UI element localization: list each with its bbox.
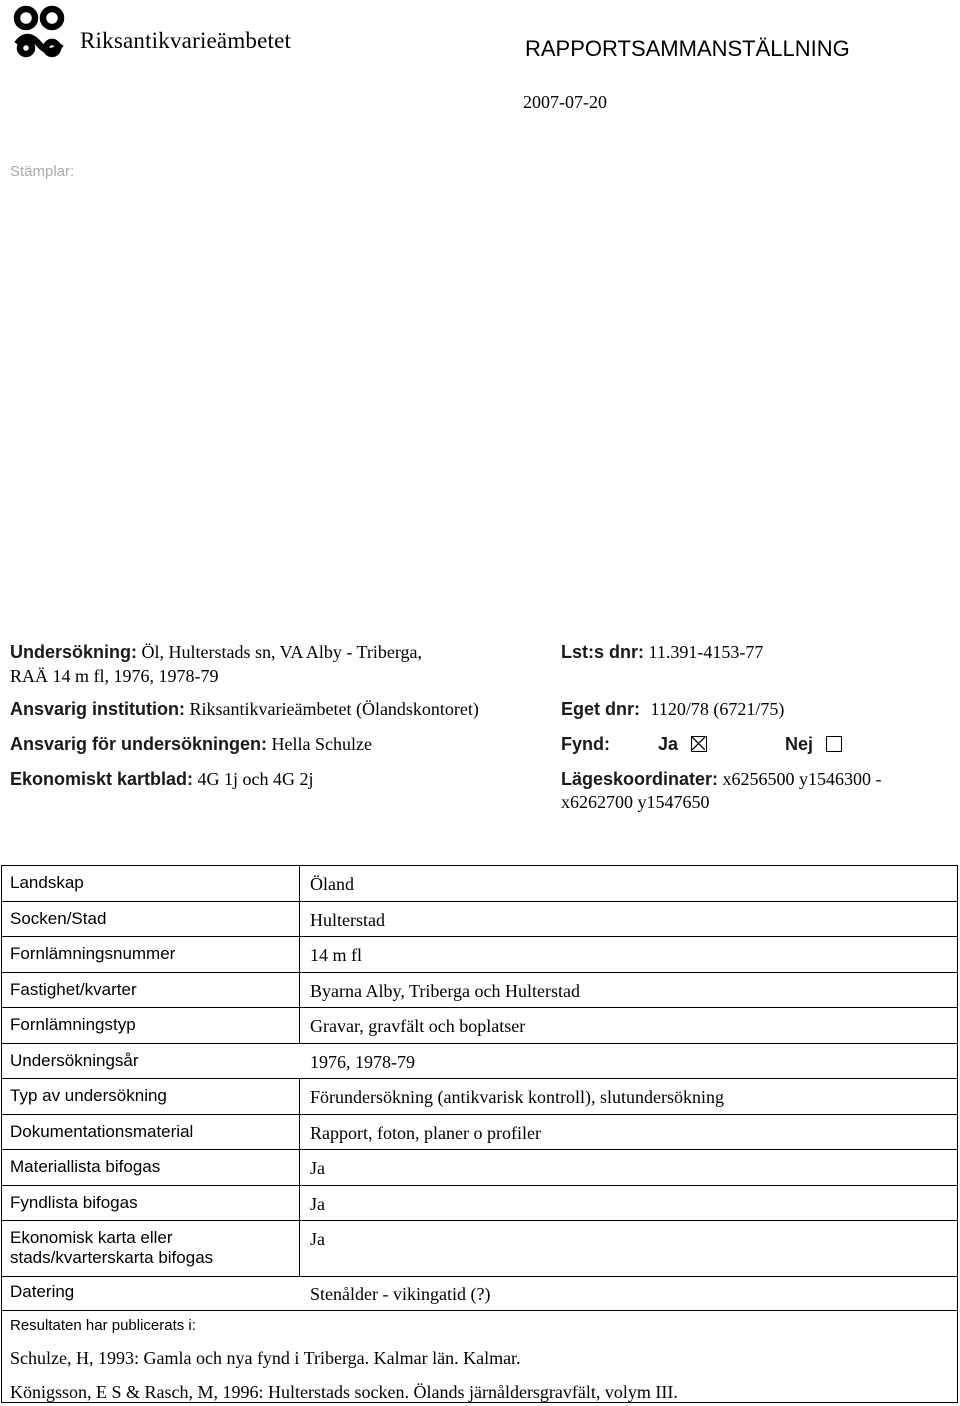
table-row	[2, 973, 957, 1008]
table-row	[2, 902, 957, 937]
koordinater-value: x6256500 y1546300 -	[722, 769, 882, 789]
undersokning-line	[10, 642, 422, 663]
fynd-nej-label: Nej	[785, 734, 814, 754]
table-row	[2, 866, 957, 902]
table-row	[2, 1186, 957, 1221]
eget-dnr-label: Eget dnr:	[561, 699, 640, 719]
row-label: Undersökningsår	[10, 1051, 139, 1070]
table-row	[2, 1150, 957, 1186]
fynd-nej-checkbox[interactable]	[826, 736, 842, 752]
ansvarig-value: Hella Schulze	[271, 734, 372, 754]
row-value: Byarna Alby, Triberga och Hulterstad	[310, 981, 580, 1001]
row-value: Öland	[310, 874, 354, 894]
institution-line	[10, 699, 479, 720]
kartblad-label: Ekonomiskt kartblad:	[10, 769, 194, 789]
fynd-ja-checkbox[interactable]	[691, 736, 707, 752]
kartblad-value: 4G 1j och 4G 2j	[197, 769, 314, 789]
row-label: Fyndlista bifogas	[10, 1193, 138, 1212]
logo-wordmark: Riksantikvarieämbetet	[80, 28, 292, 53]
row-label: Materiallista bifogas	[10, 1157, 161, 1176]
koordinater-line	[561, 769, 882, 790]
row-label: Socken/Stad	[10, 909, 107, 928]
undersokning-label: Undersökning:	[10, 642, 138, 662]
lst-dnr-label: Lst:s dnr:	[561, 642, 644, 662]
institution-value: Riksantikvarieämbetet (Ölandskontoret)	[189, 699, 479, 719]
lst-dnr-line	[561, 642, 763, 663]
table-row	[2, 937, 957, 973]
lst-dnr-value: 11.391-4153-77	[648, 642, 764, 662]
koordinater-value-cont: x6262700 y1547650	[561, 792, 710, 812]
undersokning-value: Öl, Hulterstads sn, VA Alby - Triberga,	[141, 642, 423, 662]
fynd-nej-option	[785, 734, 842, 755]
report-date: 2007-07-20	[523, 92, 607, 112]
row-value: Ja	[310, 1194, 325, 1214]
fynd-label: Fynd:	[561, 734, 610, 754]
row-label: Landskap	[10, 873, 84, 892]
row-label: Fastighet/kvarter	[10, 980, 137, 999]
row-value: Stenålder - vikingatid (?)	[310, 1284, 491, 1304]
stamps-label: Stämplar:	[10, 163, 75, 180]
undersokning-value-cont: RAÄ 14 m fl, 1976, 1978-79	[10, 666, 219, 686]
publications-row	[2, 1311, 957, 1401]
publication-item: Schulze, H, 1993: Gamla och nya fynd i Triberga. Kalmar län. Kalmar.	[10, 1348, 521, 1368]
row-label: Fornlämningstyp	[10, 1015, 136, 1034]
report-title: RAPPORTSAMMANSTÄLLNING	[525, 36, 850, 61]
row-label: Fornlämningsnummer	[10, 944, 176, 963]
row-value: Gravar, gravfält och boplatser	[310, 1016, 526, 1036]
table-row	[2, 1277, 957, 1311]
table-row	[2, 1115, 957, 1150]
ansvarig-label: Ansvarig för undersökningen:	[10, 734, 268, 754]
row-label: Datering	[10, 1282, 75, 1301]
koordinater-label: Lägeskoordinater:	[561, 769, 719, 789]
fynd-ja-label: Ja	[658, 734, 679, 754]
table-row	[2, 1079, 957, 1115]
ansvarig-line	[10, 734, 372, 755]
row-value: Förundersökning (antikvarisk kontroll), slutundersökning	[310, 1087, 724, 1107]
row-value: 14 m fl	[310, 945, 362, 965]
fynd-ja-option	[658, 734, 707, 755]
row-value: 1976, 1978-79	[310, 1052, 415, 1072]
kartblad-line	[10, 769, 314, 790]
row-value: Rapport, foton, planer o profiler	[310, 1123, 541, 1143]
row-label: Dokumentationsmaterial	[10, 1122, 194, 1141]
eget-dnr-value: 1120/78 (6721/75)	[650, 699, 785, 719]
published-label: Resultaten har publicerats i:	[10, 1317, 196, 1334]
raa-logo-icon	[10, 4, 70, 60]
institution-label: Ansvarig institution:	[10, 699, 185, 719]
table-row	[2, 1044, 957, 1079]
row-value: Ja	[310, 1158, 325, 1178]
row-label: Ekonomisk karta eller stads/kvarterskarta bifogas	[10, 1228, 214, 1267]
info-table	[1, 865, 958, 1403]
checkmark-cross-icon	[692, 737, 705, 750]
row-label: Typ av undersökning	[10, 1086, 167, 1105]
table-row	[2, 1221, 957, 1277]
table-row	[2, 1008, 957, 1044]
row-value: Ja	[310, 1229, 325, 1249]
eget-dnr-line	[561, 699, 784, 720]
row-value: Hulterstad	[310, 910, 385, 930]
publication-item: Königsson, E S & Rasch, M, 1996: Hulterstads socken. Ölands järnåldersgravfält, volym III.	[10, 1382, 678, 1402]
